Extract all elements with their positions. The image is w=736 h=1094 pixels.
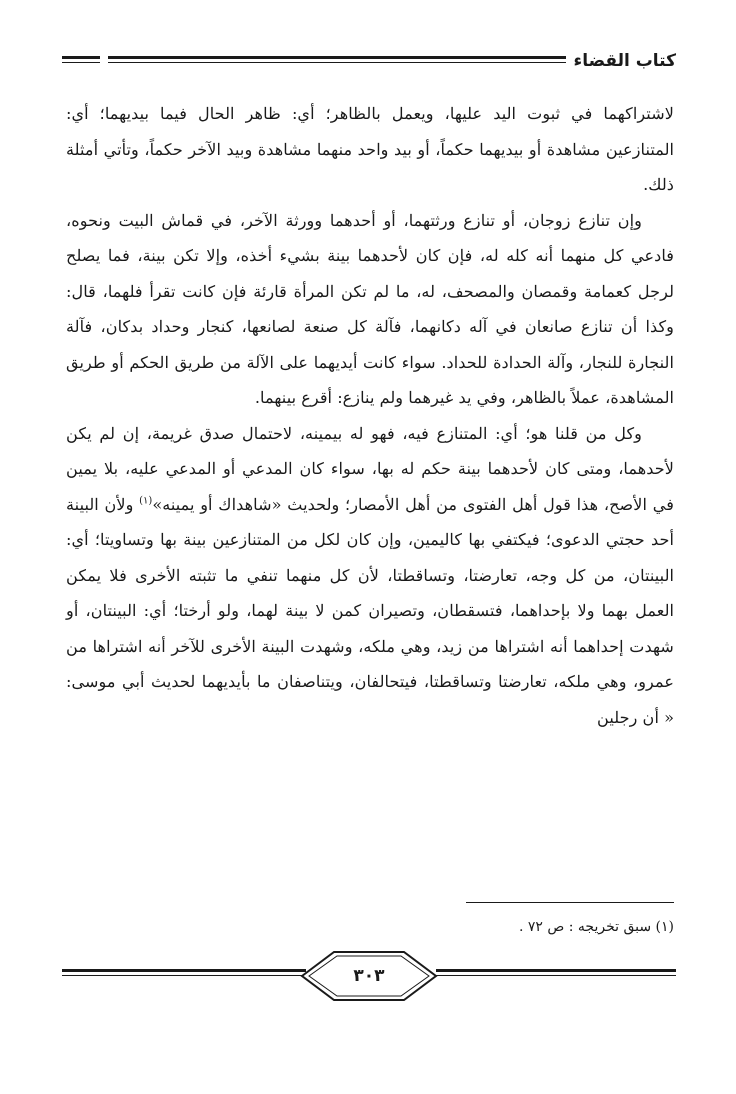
footnote-separator xyxy=(466,902,674,903)
header-rule-short xyxy=(62,56,100,63)
main-text xyxy=(66,96,674,735)
page-footer xyxy=(62,950,676,1002)
chapter-title: كتاب القضاء xyxy=(573,51,676,71)
running-header xyxy=(62,46,676,76)
footer-rule-right xyxy=(436,969,676,976)
paragraph-2: وإن تنازع زوجان، أو تنازع ورثتهما، أو أحدهما وورثة الآخر، في قماش البيت ونحوه، فادعي كل منهما أنه كله له، فإن كان لأحدهما بينة بشيء أخذه، وإلا تكن بينة، فما يصلح لرجل كعمامة وقمصان والمصحف، له، ما لم تكن المرأة قارئة فإن كانت تقرأ فلهما، قال: وكذا أن تنازع صانعان في آله دكانهما، فآلة كل صنعة لصانعها، كنجار وحداد بدكان، فآلة النجارة للنجار، وآلة الحدادة للحداد. سواء كانت أيديهما على الآلة من طريق الحكم أو طريق المشاهدة، عملاً بالظاهر، وفي يد غيرهما ولم ينازع: أقرع بينهما. xyxy=(66,210,674,407)
footnote-marker[interactable]: (١) xyxy=(139,495,153,507)
footer-rule-left xyxy=(62,969,306,976)
footnote: (١) سبق تخريجه : ص ٧٢ . xyxy=(518,919,674,935)
paragraph-3 xyxy=(66,416,674,736)
page-number: ٣٠٣ xyxy=(353,966,385,986)
paragraph-3-part-1: وكل من قلنا هو؛ أي: المتنازع فيه، فهو له بيمينه، لاحتمال صدق غريمة، إن لم يكن لأحدهما، ومتى كان لأحدهما بينة حكم له بها، سواء كان المدعي أو المدعي عليه، بلا يمين في الأصح، هذا قول أهل الفتوى من أهل الأمصار؛ ولحديث «شاهداك أو يمينه» xyxy=(66,423,674,514)
header-rule-long xyxy=(108,56,566,63)
paragraph-1: لاشتراكهما في ثبوت اليد عليها، ويعمل بالظاهر؛ أي: ظاهر الحال فيما بيديهما؛ أي: المتنازعين مشاهدة أو بيديهما حكماً، أو بيد واحد منهما مشاهدة وبيد الآخر حكماً، وتأتي أمثلة ذلك. xyxy=(66,104,674,194)
paragraph-3-part-2: ولأن البينة أحد حجتي الدعوى؛ فيكتفي بها كاليمين، وإن كان لكل من المتنازعين بينة بها وتساويتا؛ أي: البينتان، من كل وجه، تعارضتا، وتساقطتا، لأن كل منهما تنفي ما تثبته الأخرى فلا يمكن العمل بهما ولا بإحداهما، فتسقطان، وتصيران كمن لا بينة لهما، ولو أرختا؛ أي: البينتان، أو شهدت إحداهما أنه اشتراها من زيد، وهي ملكه، وشهدت البينة الأخرى للآخر أنه اشتراها من عمرو، وهي ملكه، تعارضتا وتساقطتا، فيتحالفان، ويتناصفان ما بأيديهما لحديث أبي موسى: « أن رجلين xyxy=(66,494,674,727)
